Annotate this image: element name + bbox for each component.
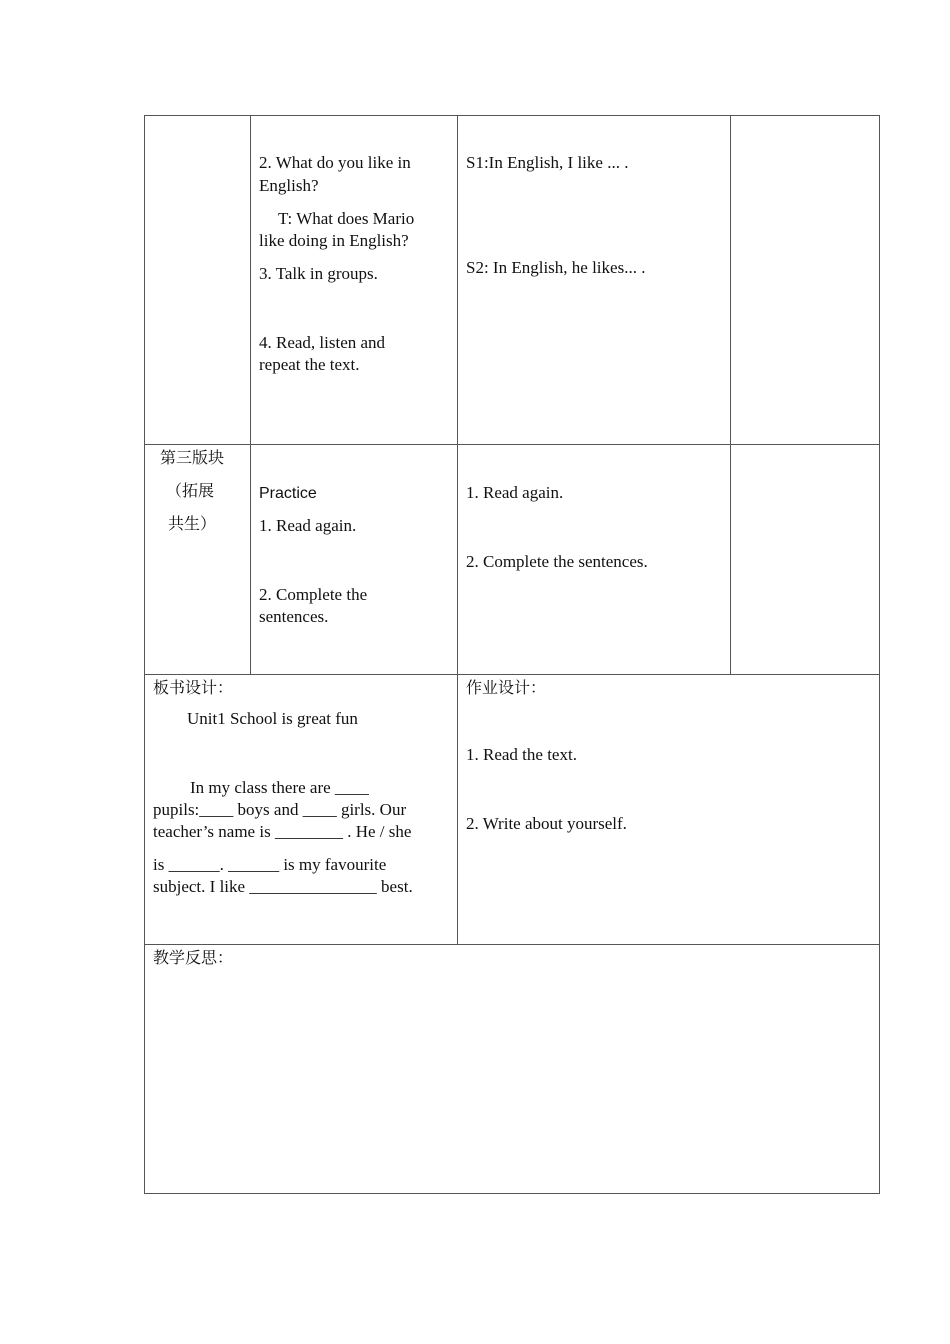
- board-design-line1: In my class there are ____: [190, 778, 369, 797]
- board-design-line3: teacher’s name is ________ . He / she: [153, 822, 412, 841]
- row2-section-line1: 第三版块: [160, 448, 225, 467]
- row2-teacher-item2-line2: sentences.: [259, 607, 329, 626]
- homework-design-heading: 作业设计：: [466, 678, 547, 697]
- homework-item2: 2. Write about yourself.: [466, 814, 627, 833]
- row2-teacher-item2-line1: 2. Complete the: [259, 585, 368, 604]
- col1-divider: [250, 115, 251, 675]
- board-design-heading: 板书设计：: [153, 678, 234, 697]
- row1-teacher-item4-line1: 4. Read, listen and: [259, 333, 386, 352]
- row2-teacher-item1: 1. Read again.: [259, 516, 357, 535]
- teaching-reflection-heading: 教学反思：: [153, 948, 234, 967]
- row1-teacher-item2-line2: English?: [259, 176, 319, 195]
- row2-teacher-heading: Practice: [259, 485, 317, 502]
- row1-teacher-item4-line2: repeat the text.: [259, 355, 360, 374]
- row2-bottom-border: [144, 674, 880, 675]
- row1-student-s1: S1:In English, I like ... .: [466, 153, 629, 172]
- row1-teacher-item3: 3. Talk in groups.: [259, 264, 378, 283]
- board-design-title: Unit1 School is great fun: [187, 709, 358, 728]
- row1-bottom-border: [144, 444, 880, 445]
- board-design-line4: is ______. ______ is my favourite: [153, 855, 387, 874]
- row3-bottom-border: [144, 944, 880, 945]
- row2-student-item2: 2. Complete the sentences.: [466, 552, 648, 571]
- board-design-line2: pupils:____ boys and ____ girls. Our: [153, 800, 407, 819]
- row1-teacher-t-line1: T: What does Mario: [278, 209, 415, 228]
- row1-student-s2: S2: In English, he likes... .: [466, 258, 646, 277]
- board-design-line5: subject. I like _______________ best.: [153, 877, 413, 896]
- row1-teacher-item2-line1: 2. What do you like in: [259, 153, 411, 172]
- col2-divider: [457, 115, 458, 945]
- col3-divider: [730, 115, 731, 675]
- row2-section-line3: 共生）: [168, 514, 217, 533]
- table-top-border: [144, 115, 880, 116]
- row2-student-item1: 1. Read again.: [466, 483, 564, 502]
- row1-teacher-t-line2: like doing in English?: [259, 231, 409, 250]
- homework-item1: 1. Read the text.: [466, 745, 577, 764]
- table-right-border: [879, 115, 880, 1194]
- row2-section-line2: （拓展: [166, 481, 215, 500]
- table-left-border: [144, 115, 145, 1194]
- table-bottom-border: [144, 1193, 880, 1194]
